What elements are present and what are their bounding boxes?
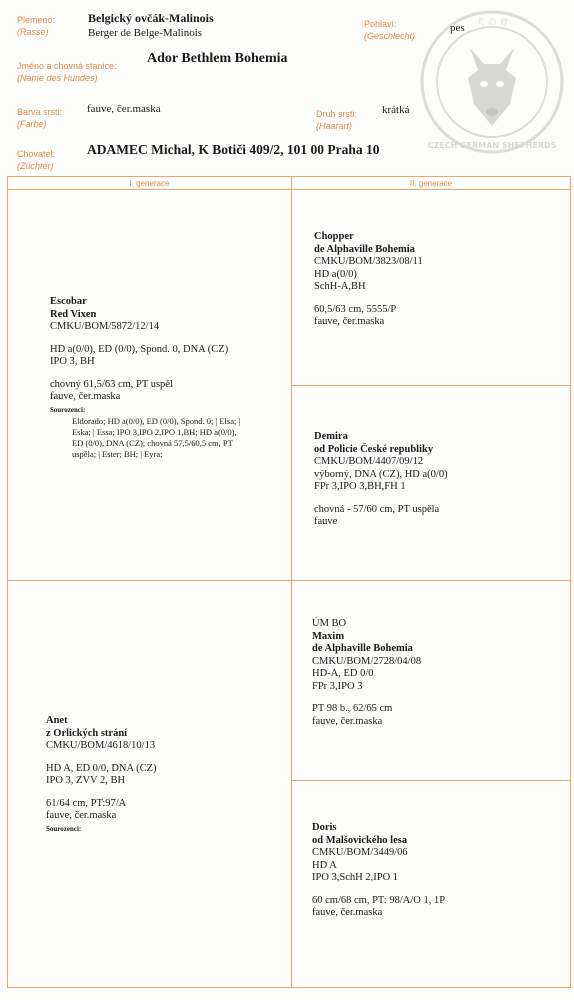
dam-exams: IPO 3, ZVV 2, BH xyxy=(46,775,126,786)
sd-exams: FPr 3,IPO 3,BH,FH 1 xyxy=(314,481,406,492)
dd-name1: Doris xyxy=(312,822,337,833)
ss-health: HD a(0/0) xyxy=(314,268,357,280)
coat-label xyxy=(316,108,357,132)
sex-label-cz: Pohlaví: xyxy=(364,19,397,29)
sire-exams: IPO 3, BH xyxy=(50,356,95,367)
dam-name1: Anet xyxy=(46,715,68,726)
sire-siblings-line: ED (0/0), DNA (CZ); chovná 57,5/60,5 cm, PT xyxy=(72,438,233,448)
ds-name1: Maxim xyxy=(312,630,345,642)
dam-health: HD A, ED 0/0, DNA (CZ) xyxy=(46,762,157,774)
ds-reg: CMKU/BOM/2728/04/08 xyxy=(312,655,422,667)
grandsire-maternal-cell xyxy=(312,618,564,728)
dam-color: fauve, čer.maska xyxy=(46,810,117,821)
sire-breed-info: chovný 61,5/63 cm, PT uspěl xyxy=(50,378,173,390)
dam-breed-info: 61/64 cm, PT:97/A xyxy=(46,797,127,809)
dd-health: HD A xyxy=(312,859,337,871)
club-stamp xyxy=(418,8,566,156)
ss-name1: Chopper xyxy=(314,231,354,242)
color-value: fauve, čer.maska xyxy=(87,103,161,115)
generation-divider xyxy=(291,176,292,988)
table-bottom-border xyxy=(7,987,571,988)
coat-label-cz: Druh srsti: xyxy=(316,109,358,119)
sire-dam-divider xyxy=(7,580,571,581)
color-label-de: (Farbe) xyxy=(17,119,47,129)
ss-name2: de Alphaville Bohemia xyxy=(314,243,415,255)
dog-name: Ador Bethlem Bohemia xyxy=(147,51,288,66)
gen2-header: II. generace xyxy=(409,179,453,188)
ss-color: fauve, čer.maska xyxy=(314,316,385,327)
sire-color: fauve, čer.maska xyxy=(50,391,121,402)
sire-name1: Escobar xyxy=(50,296,87,307)
sire-siblings-line: Eska; | Essa; IPO 3,IPO 2,IPO 1,BH; HD a(0/0), xyxy=(72,427,237,437)
sd-reg: CMKU/BOM/4407/09/12 xyxy=(314,456,424,467)
coat-label-de: (Haarart) xyxy=(316,121,353,131)
breed-label xyxy=(17,14,55,38)
ss-breed-info: 60,5/63 cm, 5555/P xyxy=(314,303,397,315)
gp-divider-bottom xyxy=(291,780,571,781)
breed-label-cz: Plemeno: xyxy=(17,15,56,25)
dam-name2: z Orlických strání xyxy=(46,727,128,739)
table-right-border xyxy=(570,176,571,988)
sd-name1: Demira xyxy=(314,431,348,442)
name-label xyxy=(17,60,117,84)
ds-breed-info: PT 98 b., 62/65 cm xyxy=(312,703,393,714)
dam-siblings-label: Sourozenci: xyxy=(46,824,82,833)
ds-name2: de Alphaville Bohemia xyxy=(312,643,413,654)
dam-cell xyxy=(46,715,286,835)
sire-siblings-line: Eldorado; HD a(0/0), ED (0/0), Spond. 0; | Elsa; | xyxy=(72,416,241,426)
sd-breed-info: chovná - 57/60 cm, PT uspěla xyxy=(314,503,440,515)
table-left-border xyxy=(7,176,8,988)
gen1-header: I. generace xyxy=(129,179,170,188)
breed-fr: Berger de Belge-Malinois xyxy=(88,27,203,39)
grandsire-paternal-cell xyxy=(314,231,564,329)
dd-color: fauve, čer.maska xyxy=(312,907,383,918)
ss-reg: CMKU/BOM/3823/08/11 xyxy=(314,256,423,267)
header-row-border xyxy=(7,189,571,190)
sex-label-de: (Geschlecht) xyxy=(364,31,416,41)
sire-cell xyxy=(50,296,286,460)
breeder-label-de: (Züchter) xyxy=(17,161,54,171)
ds-color: fauve, čer.maska xyxy=(312,715,383,727)
breeder-label xyxy=(17,148,55,172)
breeder-value: ADAMEC Michal, K Botiči 409/2, 101 00 Praha 10 xyxy=(87,142,380,157)
ss-exams: SchH-A,BH xyxy=(314,281,366,292)
sex-label xyxy=(364,18,415,42)
svg-text:犬 の 會: 犬 の 會 xyxy=(475,18,509,28)
breeder-label-cz: Chovatel: xyxy=(17,149,56,159)
dd-exams: IPO 3,SchH 2,IPO 1 xyxy=(312,872,399,883)
color-label-cz: Barva srsti: xyxy=(17,107,63,117)
dd-reg: CMKU/BOM/3449/06 xyxy=(312,847,408,858)
table-top-border xyxy=(7,176,571,177)
coat-value: krátká xyxy=(382,104,410,116)
sd-color: fauve xyxy=(314,516,338,527)
sire-siblings-line: uspěla; | Ester; BH; | Eyra; xyxy=(72,449,163,459)
granddam-paternal-cell xyxy=(314,431,564,529)
name-label-de: (Name des Hundes) xyxy=(17,73,98,83)
gp-divider-top xyxy=(291,385,571,386)
name-label-cz: Jméno a chovná stanice: xyxy=(17,61,117,71)
ds-exams: FPr 3,IPO 3 xyxy=(312,680,363,692)
breed-label-de: (Rasse) xyxy=(17,27,49,37)
ds-prefix: ÚM BO xyxy=(312,618,347,629)
sire-siblings-label: Sourozenci: xyxy=(50,405,86,414)
color-label xyxy=(17,106,62,130)
sire-siblings xyxy=(72,416,286,460)
svg-text:CZECH GERMAN SHEPHERDS: CZECH GERMAN SHEPHERDS xyxy=(427,141,557,150)
sex-value: pes xyxy=(450,22,465,34)
dam-reg: CMKU/BOM/4618/10/13 xyxy=(46,740,156,751)
ds-health: HD-A, ED 0/0 xyxy=(312,668,374,679)
german-shepherd-head-icon xyxy=(468,48,516,126)
sire-name2: Red Vixen xyxy=(50,308,97,320)
dd-breed-info: 60 cm/68 cm, PT: 98/A/O 1, 1P xyxy=(312,894,446,906)
sd-health: výborný, DNA (CZ), HD a(0/0) xyxy=(314,468,448,480)
sd-name2: od Policie České republiky xyxy=(314,443,434,455)
dd-name2: od Malšovického lesa xyxy=(312,834,408,846)
granddam-maternal-cell xyxy=(312,822,564,920)
sire-health: HD a(0/0), ED (0/0), Spond. 0, DNA (CZ) xyxy=(50,343,229,355)
breed-cz: Belgický ovčák-Malinois xyxy=(88,11,214,25)
sire-reg: CMKU/BOM/5872/12/14 xyxy=(50,321,160,332)
